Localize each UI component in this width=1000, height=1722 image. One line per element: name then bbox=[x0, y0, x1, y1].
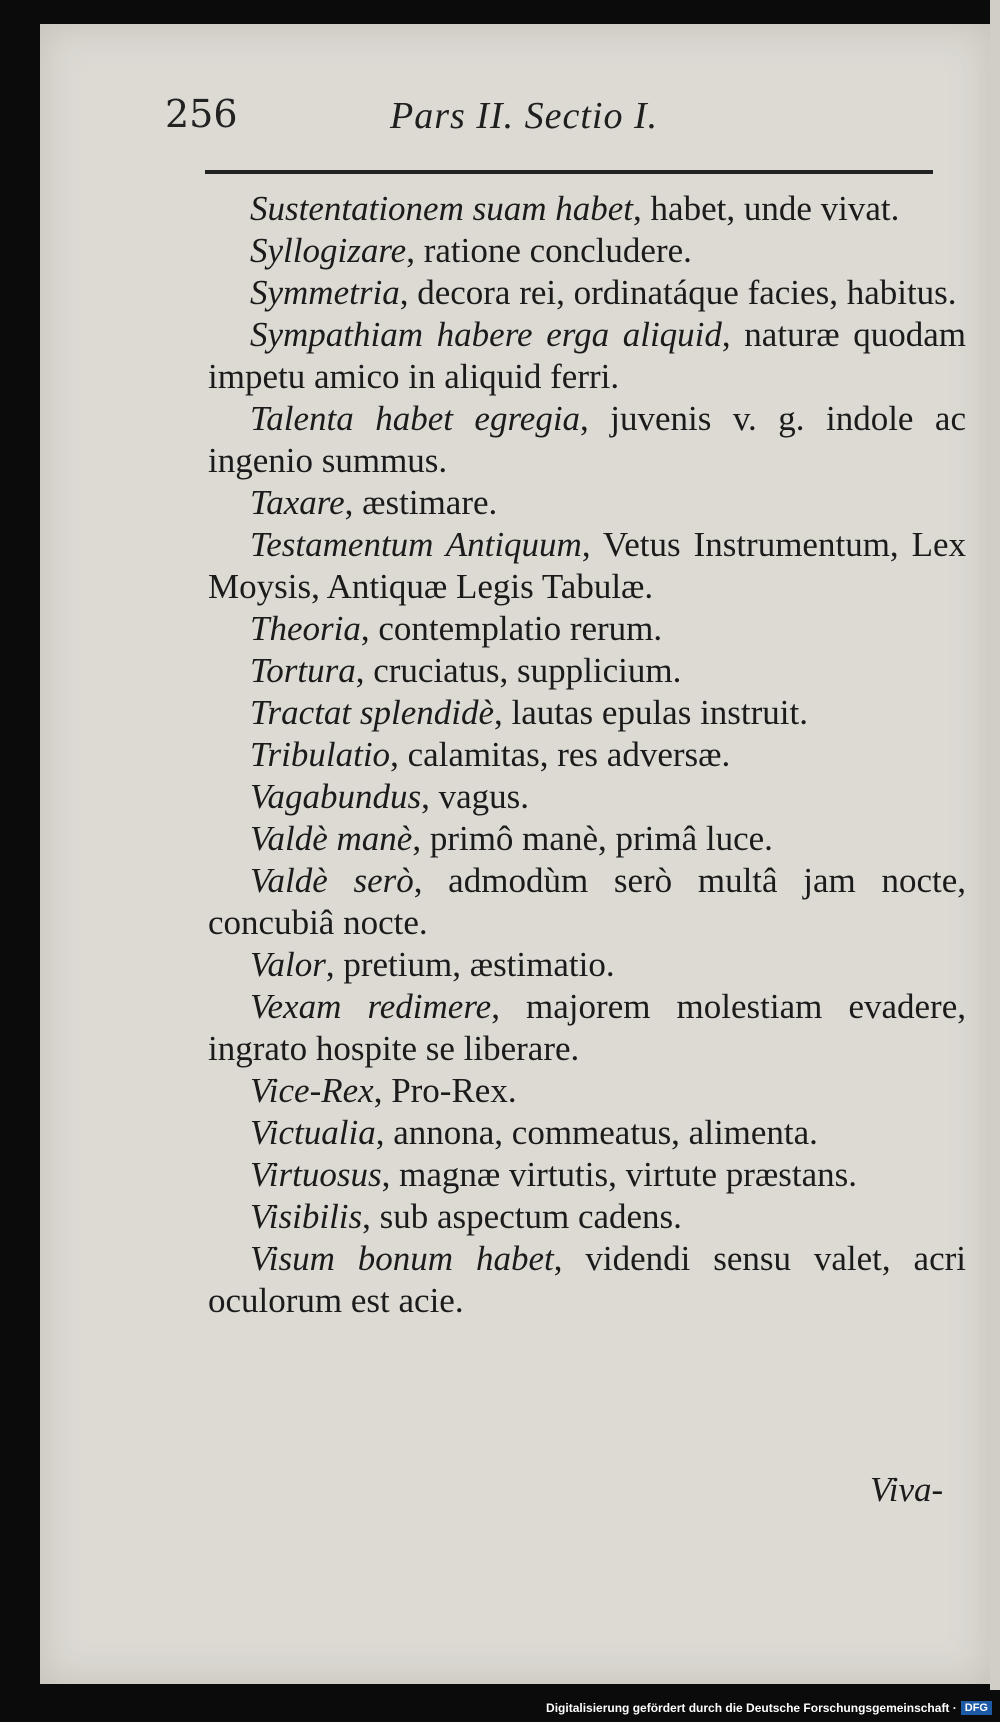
catchword: Viva- bbox=[870, 1470, 944, 1509]
entry-definition: , primô manè, primâ luce. bbox=[412, 819, 773, 858]
glossary-entry bbox=[208, 692, 966, 734]
section-title: Pars II. Sectio I. bbox=[390, 95, 659, 137]
entry-headword: Valdè manè bbox=[250, 819, 413, 858]
glossary-entry bbox=[208, 1238, 966, 1322]
entry-definition: , videndi sensu valet, acri oculorum est acie. bbox=[208, 1239, 966, 1320]
entry-definition: , habet, unde vivat. bbox=[633, 189, 900, 228]
entry-headword: Tribulatio bbox=[250, 735, 391, 774]
entry-definition: , juvenis v. g. indole ac ingenio summus. bbox=[208, 399, 967, 480]
entry-headword: Testamentum Antiquum bbox=[250, 525, 582, 564]
entry-definition: , majorem molestiam evadere, ingrato hospite se liberare. bbox=[208, 987, 966, 1068]
glossary-entry bbox=[208, 986, 966, 1070]
entry-definition: , admodùm serò multâ jam nocte, concubiâ nocte. bbox=[208, 861, 966, 942]
glossary-entry bbox=[208, 1154, 966, 1196]
entry-headword: Victualia bbox=[250, 1113, 376, 1152]
glossary-entry bbox=[208, 860, 966, 944]
running-head bbox=[165, 92, 940, 152]
entry-definition: , cruciatus, supplicium. bbox=[355, 651, 682, 690]
glossary-entry bbox=[208, 608, 966, 650]
glossary-entry bbox=[208, 272, 966, 314]
glossary-entry bbox=[208, 398, 966, 482]
glossary-entry bbox=[208, 188, 966, 230]
header-rule bbox=[205, 170, 933, 174]
glossary-text bbox=[208, 188, 966, 1322]
digitization-footer bbox=[546, 1698, 992, 1718]
glossary-entry bbox=[208, 482, 966, 524]
entry-definition: , Vetus Instrumentum, Lex Moysis, Antiquæ Legis Tabulæ. bbox=[208, 525, 966, 606]
entry-headword: Visibilis bbox=[250, 1197, 363, 1236]
entry-definition: , annona, commeatus, alimenta. bbox=[375, 1113, 818, 1152]
entry-headword: Talenta habet egregia bbox=[250, 399, 581, 438]
glossary-entry bbox=[208, 776, 966, 818]
entry-definition: , lautas epulas instruit. bbox=[494, 693, 809, 732]
entry-headword: Vice-Rex bbox=[250, 1071, 374, 1110]
dfg-logo: DFG bbox=[961, 1701, 992, 1715]
entry-definition: , ratione concludere. bbox=[406, 231, 692, 270]
entry-headword: Symmetria bbox=[250, 273, 400, 312]
entry-definition: , magnæ virtutis, virtute præstans. bbox=[381, 1155, 857, 1194]
entry-definition: , contemplatio rerum. bbox=[360, 609, 663, 648]
entry-headword: Visum bonum habet bbox=[250, 1239, 554, 1278]
glossary-entry bbox=[208, 650, 966, 692]
entry-headword: Tortura bbox=[250, 651, 356, 690]
entry-definition: , naturæ quodam impetu amico in aliquid ferri. bbox=[208, 315, 966, 396]
glossary-entry bbox=[208, 944, 966, 986]
glossary-entry bbox=[208, 734, 966, 776]
entry-headword: Valor bbox=[250, 945, 326, 984]
entry-definition: , Pro-Rex. bbox=[373, 1071, 517, 1110]
glossary-entry bbox=[208, 524, 966, 608]
entry-definition: , æstimare. bbox=[344, 483, 498, 522]
glossary-entry bbox=[208, 230, 966, 272]
entry-headword: Theoria bbox=[250, 609, 361, 648]
entry-headword: Sympathiam habere erga aliquid bbox=[250, 315, 722, 354]
entry-definition: , decora rei, ordinatáque facies, habitus. bbox=[399, 273, 957, 312]
entry-headword: Valdè serò bbox=[250, 861, 414, 900]
glossary-entry bbox=[208, 1112, 966, 1154]
glossary-entry bbox=[208, 314, 966, 398]
entry-definition: , sub aspectum cadens. bbox=[362, 1197, 682, 1236]
entry-definition: , pretium, æstimatio. bbox=[325, 945, 615, 984]
glossary-entry bbox=[208, 1196, 966, 1238]
page-number: 256 bbox=[165, 92, 238, 136]
entry-headword: Virtuosus bbox=[250, 1155, 382, 1194]
entry-headword: Vagabundus bbox=[250, 777, 422, 816]
footer-credit: Digitalisierung gefördert durch die Deutsche Forschungsgemeinschaft · bbox=[546, 1701, 957, 1715]
entry-definition: , calamitas, res adversæ. bbox=[390, 735, 731, 774]
entry-headword: Syllogizare bbox=[250, 231, 407, 270]
glossary-entry bbox=[208, 1070, 966, 1112]
glossary-entry bbox=[208, 818, 966, 860]
entry-definition: , vagus. bbox=[421, 777, 530, 816]
entry-headword: Vexam redimere bbox=[250, 987, 492, 1026]
page-edge bbox=[990, 0, 1000, 1690]
entry-headword: Tractat splendidè bbox=[250, 693, 495, 732]
entry-headword: Sustentationem suam habet bbox=[250, 189, 634, 228]
entry-headword: Taxare bbox=[250, 483, 345, 522]
